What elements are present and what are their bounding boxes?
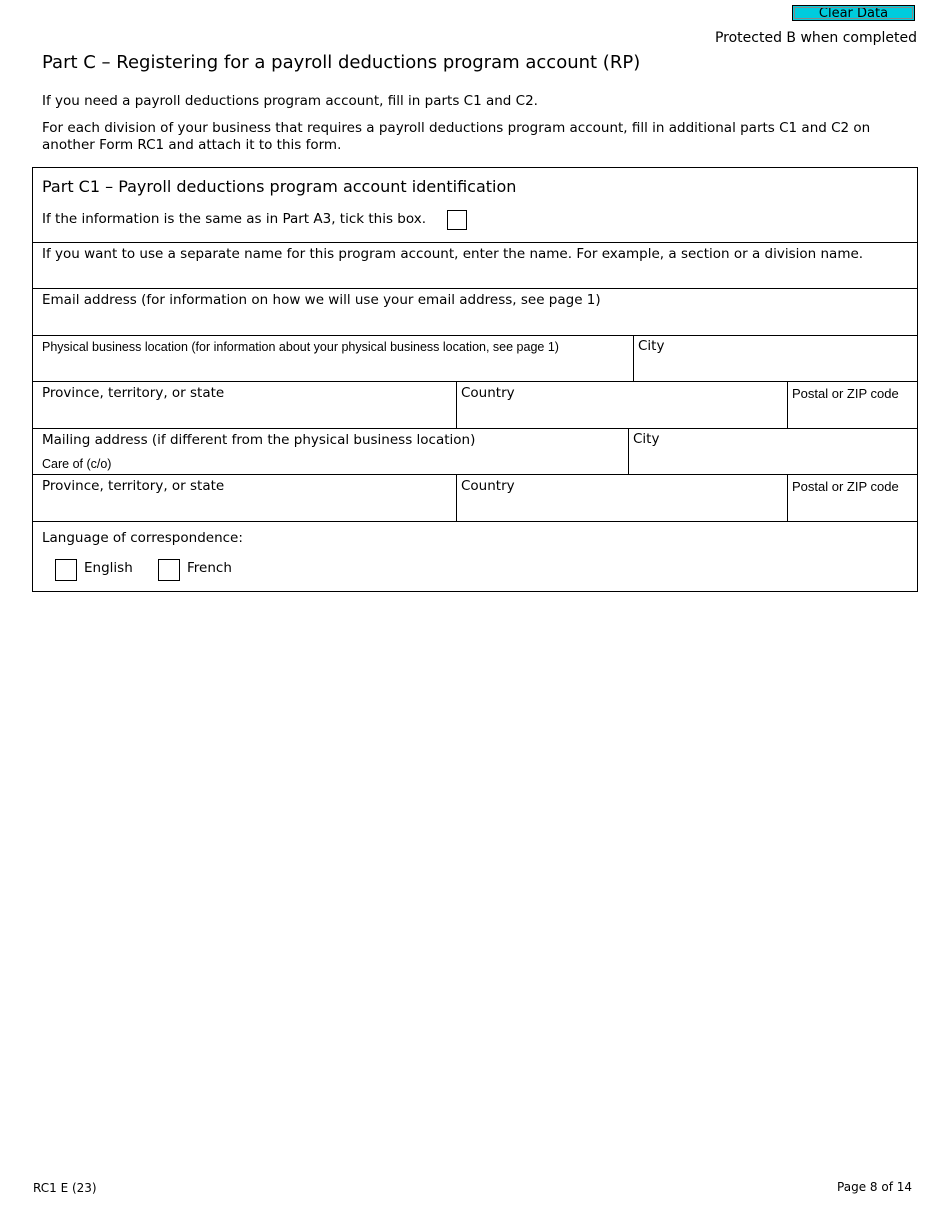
separate-name-label: If you want to use a separate name for this program account, enter the name. For example, a section or a division name. (42, 246, 864, 262)
language-row (33, 521, 917, 591)
mailing-address-field[interactable] (33, 429, 628, 475)
english-label: English (84, 560, 133, 576)
form-id: RC1 E (23) (33, 1181, 97, 1195)
protected-label: Protected B when completed (714, 30, 917, 46)
city-label: City (638, 338, 665, 354)
physical-location-row (33, 335, 917, 382)
part-c-title: Part C – Registering for a payroll deductions program account (RP) (42, 52, 641, 73)
mailing-province-field[interactable] (33, 475, 456, 521)
mailing-province-label: Province, territory, or state (42, 478, 225, 494)
mailing-city-label: City (633, 431, 660, 447)
email-row[interactable] (33, 288, 917, 335)
province-label: Province, territory, or state (42, 385, 225, 401)
mailing-city-field[interactable] (628, 429, 917, 475)
postal-code-label: Postal or ZIP code (792, 386, 899, 401)
city-field[interactable] (633, 336, 917, 382)
part-c-intro-2: For each division of your business that requires a payroll deductions program account, fill in additional parts C1 and C2 on another Form RC1 and attach it to this form. (42, 120, 871, 153)
part-c-intro-1: If you need a payroll deductions program account, fill in parts C1 and C2. (42, 93, 538, 109)
postal-code-field[interactable] (787, 382, 917, 428)
mailing-postal-code-field[interactable] (787, 475, 917, 521)
clear-data-button[interactable]: Clear Data (792, 5, 915, 21)
page-number: Page 8 of 14 (837, 1180, 912, 1194)
mailing-address-row (33, 428, 917, 475)
separate-name-row[interactable] (33, 242, 917, 289)
mailing-province-row (33, 474, 917, 521)
country-field[interactable] (456, 382, 788, 428)
same-as-a3-checkbox[interactable] (447, 210, 467, 230)
mailing-country-field[interactable] (456, 475, 788, 521)
french-checkbox[interactable] (158, 559, 180, 581)
part-c1-title: Part C1 – Payroll deductions program account identification (42, 177, 517, 196)
email-label: Email address (for information on how we will use your email address, see page 1) (42, 292, 601, 308)
mailing-address-label: Mailing address (if different from the physical business location) (42, 432, 476, 448)
country-label: Country (461, 385, 515, 401)
language-label: Language of correspondence: (42, 530, 243, 546)
part-c1-header-row (33, 168, 917, 242)
care-of-label: Care of (c/o) (42, 457, 112, 471)
physical-location-field[interactable] (33, 336, 633, 382)
part-c1-form (32, 167, 918, 592)
french-label: French (187, 560, 232, 576)
mailing-postal-code-label: Postal or ZIP code (792, 479, 899, 494)
english-checkbox[interactable] (55, 559, 77, 581)
mailing-country-label: Country (461, 478, 515, 494)
physical-location-label: Physical business location (for information about your physical business location, see page 1) (42, 340, 559, 354)
province-field[interactable] (33, 382, 456, 428)
province-row (33, 381, 917, 428)
same-as-a3-label: If the information is the same as in Part A3, tick this box. (42, 211, 426, 227)
